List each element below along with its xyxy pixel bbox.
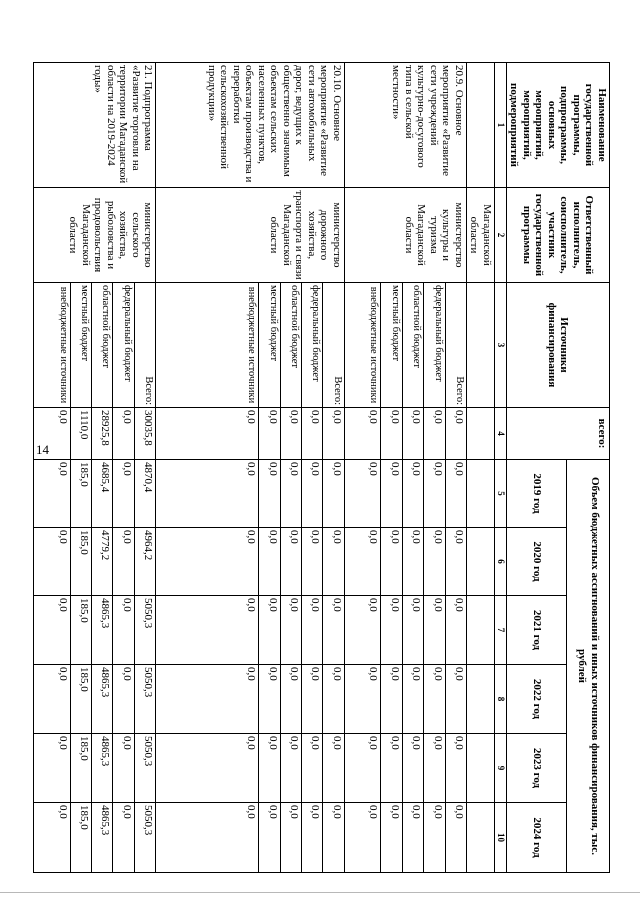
cell-year-value: 4964,2 [134,528,155,596]
cell-year-value: 0,0 [381,803,402,873]
row-source: местный бюджет [70,283,91,408]
cell-year-value: 4865,3 [92,734,113,803]
cell-total: 28925,8 [92,408,113,460]
row-source: внебюджетные источники [344,283,380,408]
row-source: местный бюджет [381,283,402,408]
cell-year-value: 0,0 [156,596,259,665]
cell-year-value: 0,0 [424,528,445,596]
column-number: 2 [495,188,507,283]
cell-year-value: 0,0 [113,596,134,665]
row-source: федеральный бюджет [302,283,323,408]
cell-year-value: 185,0 [70,665,91,734]
cell-year-value: 0,0 [402,460,423,528]
row-source: федеральный бюджет [113,283,134,408]
header-year: 2021 год [507,596,567,665]
row-source: Всего: [134,283,155,408]
cell-year-value: 0,0 [381,460,402,528]
continuation-executor: Магаданской области [467,188,495,283]
column-number: 3 [495,283,507,408]
cell-year-value: 0,0 [323,596,344,665]
cell-year-value: 185,0 [70,596,91,665]
cell-year-value: 0,0 [381,734,402,803]
row-source: внебюджетные источники [156,283,259,408]
cell-year-value: 0,0 [424,460,445,528]
cell-year-value: 5050,3 [134,734,155,803]
cell-year-value: 0,0 [113,734,134,803]
cell-year-value: 185,0 [70,803,91,873]
column-number-row [495,63,507,873]
cell-year-value: 185,0 [70,734,91,803]
cell-year-value: 0,0 [156,665,259,734]
cell-year-value: 0,0 [323,734,344,803]
cell-total: 0,0 [34,408,71,460]
table-row [323,63,344,873]
cell-year-value: 0,0 [445,596,466,665]
column-number: 4 [495,408,507,460]
table-row [445,63,466,873]
column-number: 6 [495,528,507,596]
row-source: федеральный бюджет [424,283,445,408]
cell-total: 0,0 [344,408,380,460]
row-name: 20.9. Основное мероприятие «Развитие сети учреждений культурно-досугового типа в сельской местности» [344,63,466,188]
cell-year-value: 0,0 [344,803,380,873]
row-source: внебюджетные источники [34,283,71,408]
cell-year-value: 0,0 [381,596,402,665]
row-executor: министерство дорожного хозяйства, транспорта и связи Магаданской области [156,188,345,283]
row-name: 20.10. Основное мероприятие «Развитие сети автомобильных дорог, ведущих к общественно значимым объектам сельских населенных пунктов, объектам производства и переработки сельскохозяйственной продукции» [156,63,345,188]
table-row [134,63,155,873]
cell-total: 0,0 [302,408,323,460]
bottom-rule [0,892,640,893]
cell-year-value: 0,0 [344,665,380,734]
header-year: 2023 год [507,734,567,803]
cell-year-value: 185,0 [70,528,91,596]
continuation-row [467,63,495,873]
cell-year-value: 0,0 [34,460,71,528]
cell-total: 0,0 [424,408,445,460]
cell-year-value: 0,0 [323,803,344,873]
cell-year-value: 5050,3 [134,596,155,665]
cell-year-value: 0,0 [34,596,71,665]
column-number: 5 [495,460,507,528]
cell-year-value: 0,0 [445,734,466,803]
row-source: Всего: [323,283,344,408]
cell-year-value: 0,0 [344,734,380,803]
row-source: областной бюджет [402,283,423,408]
cell-year-value: 0,0 [259,803,280,873]
header-year: 2024 год [507,803,567,873]
cell-year-value: 0,0 [381,665,402,734]
cell-year-value: 0,0 [259,460,280,528]
cell-total: 0,0 [402,408,423,460]
row-source: областной бюджет [280,283,301,408]
cell-year-value: 0,0 [113,460,134,528]
cell-year-value: 0,0 [424,734,445,803]
cell-total: 0,0 [156,408,259,460]
cell-year-value: 0,0 [302,460,323,528]
cell-year-value: 185,0 [70,460,91,528]
cell-year-value: 4865,3 [92,665,113,734]
cell-year-value: 0,0 [302,665,323,734]
cell-year-value: 0,0 [280,460,301,528]
cell-year-value: 0,0 [259,596,280,665]
header-executor: Ответственный исполнитель, соисполнитель, участник государственной программы [507,188,610,283]
cell-year-value: 0,0 [34,528,71,596]
cell-year-value: 0,0 [34,803,71,873]
row-source: местный бюджет [259,283,280,408]
cell-year-value: 0,0 [113,665,134,734]
column-number: 8 [495,665,507,734]
cell-year-value: 0,0 [34,665,71,734]
row-source: областной бюджет [92,283,113,408]
cell-year-value: 4865,3 [92,803,113,873]
page-number: 14 [36,442,49,457]
cell-year-value: 0,0 [424,803,445,873]
cell-year-value: 0,0 [323,665,344,734]
cell-year-value: 5050,3 [134,665,155,734]
cell-total: 30035,8 [134,408,155,460]
cell-year-value: 0,0 [445,665,466,734]
cell-total: 0,0 [323,408,344,460]
column-number: 1 [495,63,507,188]
cell-year-value: 0,0 [445,460,466,528]
header-source: Источники финансирования [507,283,610,408]
cell-year-value: 0,0 [280,803,301,873]
cell-year-value: 0,0 [280,734,301,803]
header-year: 2022 год [507,665,567,734]
cell-total: 1110,0 [70,408,91,460]
header-total: всего: [507,408,610,460]
cell-year-value: 0,0 [280,665,301,734]
header-row-1 [567,63,610,873]
cell-year-value: 0,0 [344,596,380,665]
cell-year-value: 0,0 [323,460,344,528]
rotated-table-container [56,62,610,872]
column-number: 7 [495,596,507,665]
cell-year-value: 0,0 [344,460,380,528]
sections-body [34,63,467,873]
cell-year-value: 0,0 [34,734,71,803]
cell-total: 0,0 [259,408,280,460]
cell-year-value: 0,0 [259,528,280,596]
cell-year-value: 0,0 [259,665,280,734]
cell-year-value: 0,0 [424,596,445,665]
cell-year-value: 5050,3 [134,803,155,873]
row-name: 21. Подпрограмма «Развитие торговли на территории Магаданской области на 2019-2024 годы» [34,63,156,188]
cell-year-value: 0,0 [402,596,423,665]
header-name: Наименование государственной программы, подпрограммы, основных мероприятий, мероприятий, подмероприятий [507,63,610,188]
cell-year-value: 0,0 [156,528,259,596]
cell-year-value: 0,0 [402,734,423,803]
cell-year-value: 0,0 [344,528,380,596]
row-source: Всего: [445,283,466,408]
budget-table [33,62,610,873]
cell-year-value: 0,0 [156,803,259,873]
cell-year-value: 0,0 [280,528,301,596]
header-year: 2019 год [507,460,567,528]
cell-year-value: 0,0 [113,803,134,873]
cell-total: 0,0 [280,408,301,460]
cell-year-value: 0,0 [280,596,301,665]
cell-year-value: 0,0 [402,528,423,596]
cell-year-value: 0,0 [381,528,402,596]
cell-year-value: 0,0 [402,665,423,734]
cell-total: 0,0 [381,408,402,460]
header-volume: Объем бюджетных ассигнований и иных источников финансирования, тыс. рублей [567,460,610,873]
cell-total: 0,0 [445,408,466,460]
cell-year-value: 0,0 [445,528,466,596]
header-year: 2020 год [507,528,567,596]
cell-year-value: 4865,3 [92,596,113,665]
cell-year-value: 0,0 [302,803,323,873]
cell-year-value: 4870,4 [134,460,155,528]
cell-year-value: 0,0 [113,528,134,596]
cell-year-value: 0,0 [302,596,323,665]
cell-total: 0,0 [113,408,134,460]
column-number: 10 [495,803,507,873]
cell-year-value: 0,0 [259,734,280,803]
row-executor: министерство сельского хозяйства, рыболовства и продовольствия Магаданской области [34,188,156,283]
cell-year-value: 0,0 [445,803,466,873]
cell-year-value: 0,0 [156,460,259,528]
row-executor: министерство культуры и туризма Магаданской области [344,188,466,283]
cell-year-value: 0,0 [302,734,323,803]
column-number: 9 [495,734,507,803]
cell-year-value: 4779,2 [92,528,113,596]
cell-year-value: 0,0 [402,803,423,873]
cell-year-value: 0,0 [323,528,344,596]
cell-year-value: 4685,4 [92,460,113,528]
cell-year-value: 0,0 [156,734,259,803]
cell-year-value: 0,0 [424,665,445,734]
cell-year-value: 0,0 [302,528,323,596]
